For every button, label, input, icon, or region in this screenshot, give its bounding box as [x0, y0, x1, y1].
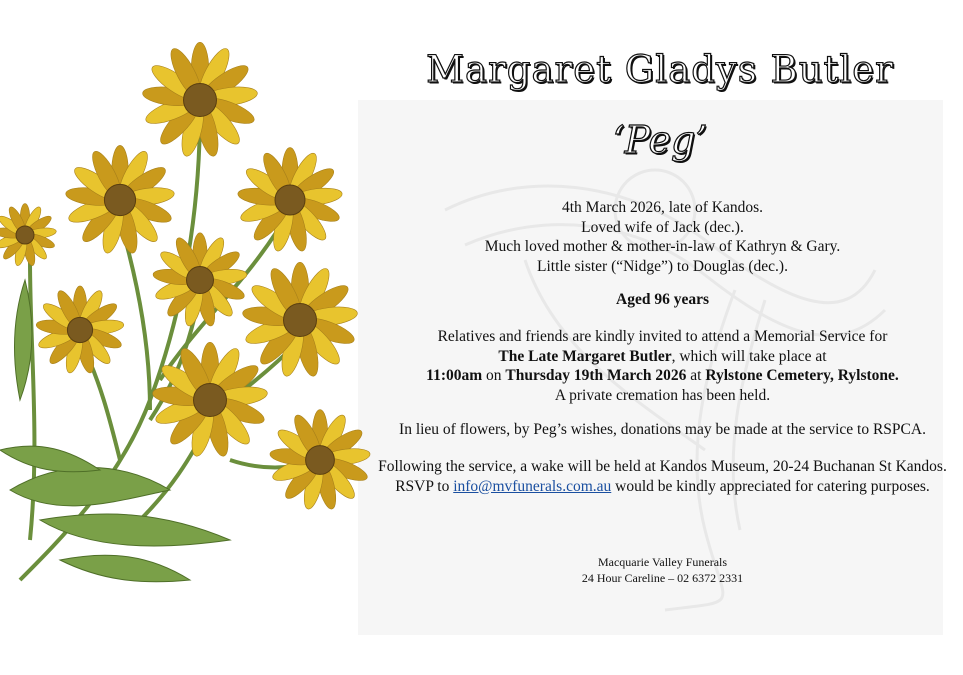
- daisy-flower: [35, 286, 124, 375]
- wake-block: [350, 457, 963, 496]
- rsvp-text: RSVP to: [395, 477, 454, 495]
- service-text: at: [686, 367, 706, 384]
- service-line: [350, 347, 963, 367]
- flower-illustration: [0, 20, 380, 600]
- age-line: Aged 96 years: [616, 291, 709, 308]
- service-text: , which will take place at: [671, 347, 827, 365]
- daisy-flower: [152, 233, 248, 328]
- donations-line: In lieu of flowers, by Peg’s wishes, donations may be made at the service to RSPCA.: [399, 421, 926, 438]
- service-line: Relatives and friends are kindly invited to attend a Memorial Service for: [437, 328, 888, 345]
- service-time: 11:00am: [426, 367, 483, 384]
- intro-block: [350, 198, 963, 276]
- intro-line: Loved wife of Jack (dec.).: [581, 218, 744, 236]
- service-date: Thursday 19th March 2026: [505, 367, 687, 384]
- funeral-director-footer: [450, 554, 875, 586]
- service-block: [350, 327, 963, 405]
- rsvp-text: would be kindly appreciated for catering purposes.: [611, 477, 930, 495]
- daisy-flower: [152, 342, 269, 458]
- company-name: Macquarie Valley Funerals: [597, 555, 728, 569]
- daisy-flower: [0, 204, 57, 267]
- intro-line: Little sister (“Nidge”) to Douglas (dec.).: [537, 257, 788, 275]
- service-line: A private cremation has been held.: [554, 386, 771, 404]
- service-text: on: [482, 367, 506, 384]
- daisy-flower: [237, 148, 343, 253]
- rsvp-line: [350, 477, 963, 497]
- intro-line: Much loved mother & mother-in-law of Kathryn & Gary.: [484, 238, 841, 255]
- service-deceased-name: The Late Margaret Butler: [498, 347, 672, 365]
- careline-phone: 24 Hour Careline – 02 6372 2331: [581, 571, 744, 585]
- deceased-name: Margaret Gladys Butler: [426, 48, 894, 91]
- daisy-flower: [65, 145, 175, 255]
- service-venue: Rylstone Cemetery, Rylstone.: [705, 367, 899, 384]
- rsvp-email-link[interactable]: info@mvfunerals.com.au: [453, 477, 612, 495]
- intro-line: 4th March 2026, late of Kandos.: [561, 199, 764, 216]
- deceased-nickname: ‘Peg’: [612, 118, 708, 162]
- service-line: [350, 366, 963, 386]
- wake-line: Following the service, a wake will be held at Kandos Museum, 20-24 Buchanan St Kandos.: [378, 458, 947, 475]
- daisy-flower: [242, 262, 359, 378]
